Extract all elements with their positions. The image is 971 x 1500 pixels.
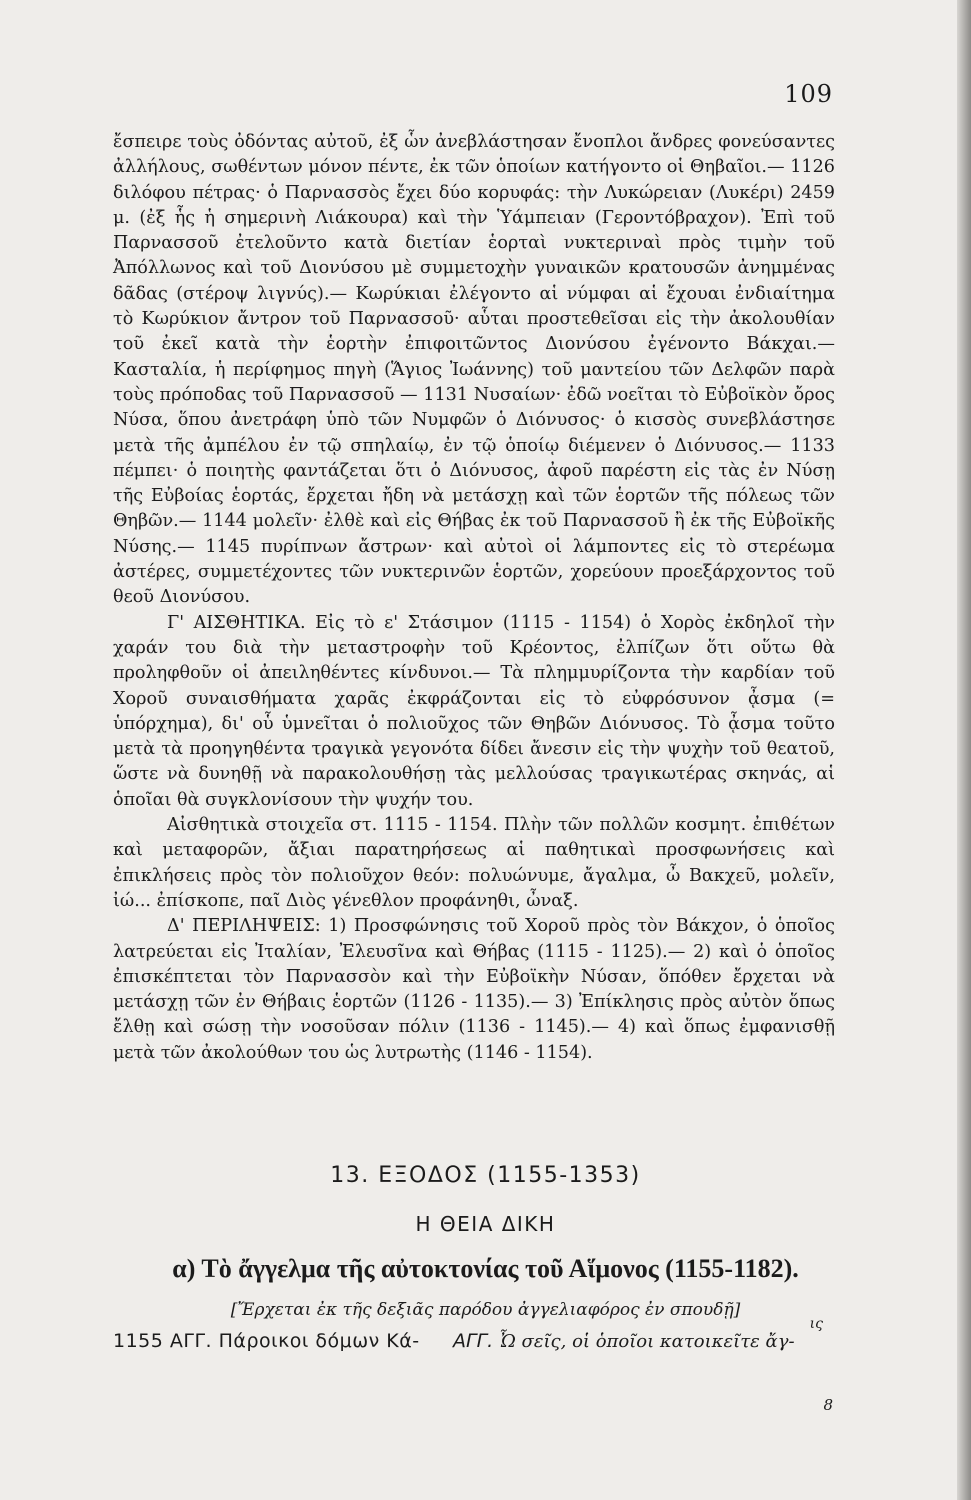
verse-greek-line: 1155 ΑΓΓ. Πάροικοι δόμων Κά- <box>113 1330 420 1352</box>
page-number: 109 <box>784 80 833 108</box>
verse-translation-line <box>453 1330 833 1352</box>
paragraph-notes: ἔσπειρε τοὺς ὀδόντας αὐτοῦ, ἐξ ὧν ἀνεβλάστησαν ἔνοπλοι ἄνδρες φονεύσαντες ἀλλήλους, σωθέντων μόνον πέντε, ἐκ τῶν ὁποίων κατήγοντο οἱ Θηβαῖοι.— 1126 διλόφου πέτρας· ὁ Παρνασσὸς ἔχει δύο κορυφάς: τὴν Λυκώρειαν (Λυκέρι) 2459 μ. (ἐξ ἧς ἡ σημερινὴ Λιάκουρα) καὶ τὴν Ὑάμπειαν (Γεροντόβραχον). Ἐπὶ τοῦ Παρνασσοῦ ἐτελοῦντο κατὰ διετίαν ἑορταὶ νυκτεριναὶ πρὸς τιμὴν τοῦ Ἀπόλλωνος καὶ τοῦ Διονύσου μὲ συμμετοχὴν γυναικῶν κρατουσῶν ἀνημμένας δᾶδας (στέροψ λιγνύς).— Κωρύκιαι ἐλέγοντο αἱ νύμφαι αἱ ἔχουαι ἐνδιαίτημα τὸ Κωρύκιον ἄντρον τοῦ Παρνασσοῦ· αὗται προστεθεῖσαι εἰς τὴν ἀκολουθίαν τοῦ ἐκεῖ κατὰ τὴν ἑορτὴν ἐπιφοιτῶντος Διονύσου ἐγένοντο Βάκχαι.— Κασταλία, ἡ περίφημος πηγὴ (Ἅγιος Ἰωάννης) τοῦ μαντείου τῶν Δελφῶν παρὰ τοὺς πρόποδας τοῦ Παρνασσοῦ — 1131 Νυσαίων· ἐδῶ νοεῖται τὸ Εὐβοϊκὸν ὄρος Νύσα, ὅπου ἀνετράφη ὑπὸ τῶν Νυμφῶν ὁ Διόνυσος· ὁ κισσὸς συνεβλάστησε μετὰ τῆς ἀμπέλου ἐν τῷ σπηλαίῳ, ἐν τῷ ὁποίῳ διέμενεν ὁ Διόνυσος.— 1133 πέμπει· ὁ ποιητὴς φαντάζεται ὅτι ὁ Διόνυσος, ἀφοῦ παρέστη εἰς τὰς ἐν Νύσῃ τῆς Εὐβοίας ἑορτάς, ἔρχεται ἤδη νὰ μετάσχῃ καὶ τῶν ἑορτῶν τῆς πόλεως τῶν Θηβῶν.— 1144 μολεῖν· ἐλθὲ καὶ εἰς Θήβας ἐκ τοῦ Παρνασσοῦ ἢ ἐκ τῆς Εὐβοϊκῆς Νύσης.— 1145 πυρίπνων ἄστρων· καὶ αὐτοὶ οἱ λάμποντες εἰς τὸ στερέωμα ἀστέρες, συμμετέχοντες τῶν νυκτερινῶν ἑορτῶν, χορεύουν προεξάρχοντος τοῦ θεοῦ Διονύσου. <box>113 132 835 608</box>
section-title: α) Τὸ ἄγγελμα τῆς αὐτοκτονίας τοῦ Αἵμονος (1155-1182). <box>172 1254 799 1283</box>
stage-direction: [Ἔρχεται ἐκ τῆς δεξιᾶς παρόδου ἀγγελιαφόρος ἐν σπουδῇ] <box>230 1300 741 1320</box>
catchword: ις <box>809 1316 823 1332</box>
paragraph-aesthetic-elements: Αἰσθητικὰ στοιχεῖα στ. 1115 - 1154. Πλὴν τῶν πολλῶν κοσμητ. ἐπιθέτων καὶ μεταφορῶν, ἄξιαι παρατηρήσεως αἱ παθητικαὶ προσφωνήσεις καὶ ἐπικλήσεις πρὸς τὸν πολιοῦχον θεόν: πολυώνυμε, ἄγαλμα, ὦ Βακχεῦ, μολεῖν, ἰώ... ἐπίσκοπε, παῖ Διὸς γένεθλον προφάνηθι, ὦναξ. <box>113 815 835 911</box>
paragraph-summaries: Δ' ΠΕΡΙΛΗΨΕΙΣ: 1) Προσφώνησις τοῦ Χοροῦ πρὸς τὸν Βάκχον, ὁ ὁποῖος λατρεύεται εἰς Ἰταλίαν, Ἐλευσῖνα καὶ Θήβας (1115 - 1125).— 2) καὶ ὁ ὁποῖος ἐπισκέπτεται τὸν Παρνασσὸν καὶ τὴν Εὐβοϊκὴν Νύσαν, ὅπόθεν ἔρχεται νὰ μετάσχῃ τῶν ἐν Θήβαις ἑορτῶν (1126 - 1135).— 3) Ἐπίκλησις πρὸς αὐτὸν ὅπως ἔλθῃ καὶ σώσῃ τὴν νοσοῦσαν πόλιν (1136 - 1145).— 4) καὶ ὅπως ἐμφανισθῇ μετὰ τῶν ἀκολούθων του ὡς λυτρωτὴς (1146 - 1154). <box>113 916 835 1063</box>
paragraph-aesthetics: Γ' ΑΙΣΘΗΤΙΚΑ. Εἰς τὸ ε' Στάσιμον (1115 - 1154) ὁ Χορὸς ἐκδηλοῖ τὴν χαράν του διὰ τὴν μεταστροφὴν τοῦ Κρέοντος, ἐλπίζων ὅτι οὕτω θὰ προληφθοῦν οἱ ἀπειληθέντες κίνδυνοι.— Τὰ πλημμυρίζοντα τὴν καρδίαν τοῦ Χοροῦ συναισθήματα χαρᾶς ἐκφράζονται εἰς τὸ εὐφρόσυνον ᾆσμα (= ὑπόρχημα), δι' οὗ ὑμνεῖται ὁ πολιοῦχος τῶν Θηβῶν Διόνυσος. Τὸ ᾆσμα τοῦτο μετὰ τὰ προηγηθέντα τραγικὰ γεγονότα δίδει ἄνεσιν εἰς τὴν ψυχὴν τοῦ θεατοῦ, ὥστε νὰ δυνηθῇ νὰ παρακολουθήσῃ τὰς μελλούσας τραγικωτέρας σκηνάς, αἱ ὁποῖαι θὰ συγκλονίσουν τὴν ψυχήν του. <box>113 612 835 810</box>
printer-signature-mark: 8 <box>823 1396 833 1414</box>
commentary-body <box>113 130 835 1066</box>
section-subheading: Η ΘΕΙΑ ΔΙΚΗ <box>415 1212 556 1236</box>
translation-text: Ὦ σεῖς, οἱ ὁποῖοι κατοικεῖτε ἄγ- <box>498 1331 795 1352</box>
section-number-heading: 13. ΕΞΟΔΟΣ (1155-1353) <box>330 1163 641 1188</box>
speaker-label: ΑΓΓ. <box>453 1330 494 1352</box>
